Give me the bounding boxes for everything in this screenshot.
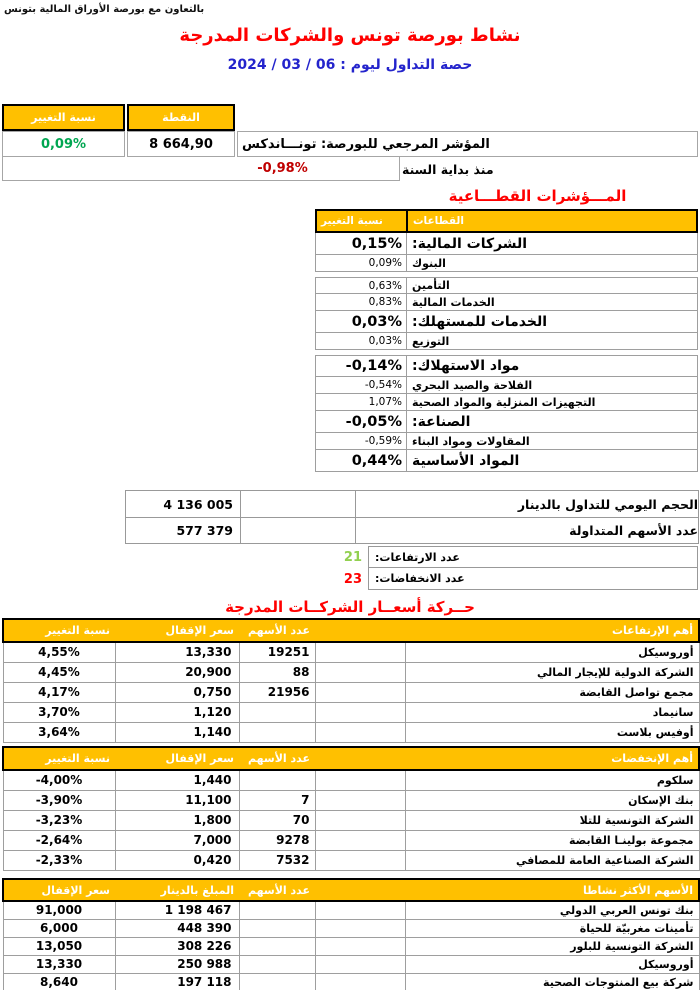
sector-name: الخدمات المالية <box>406 294 698 311</box>
close-price: 11,100 <box>115 790 239 810</box>
sector-name: الفلاحة والصيد البحري <box>406 377 698 394</box>
summary-table <box>125 490 699 544</box>
company-name: الشركة التونسية للبلور <box>405 937 699 955</box>
company-name: شركة بيع المنتوجات الصحية <box>405 973 699 990</box>
company-name: تأمينات مغربيّة للحياة <box>405 919 699 937</box>
close-column-header: سعر الإقفال <box>115 619 239 642</box>
sector-change: -0,05% <box>315 411 406 433</box>
blank-cell <box>315 810 405 830</box>
section-title-sector-indices: المـــؤشرات القطـــاعية <box>448 187 627 205</box>
change-percent: -2,33% <box>3 850 115 870</box>
shares-column-header: عدد الأسهم <box>239 747 315 770</box>
sector-row <box>315 394 698 411</box>
change-column-header: نسبة التغيير <box>3 619 115 642</box>
sector-change: 0,44% <box>315 450 406 472</box>
company-name: أوروسيكل <box>405 642 699 662</box>
amount-dinar: 1 198 467 <box>115 901 239 919</box>
sector-row <box>315 277 698 294</box>
blank-cell <box>241 518 356 544</box>
close-price: 13,330 <box>3 955 115 973</box>
blank-cell <box>315 770 405 790</box>
sector-change: 0,15% <box>315 233 406 255</box>
table-row <box>3 682 699 702</box>
sector-row <box>315 294 698 311</box>
company-name: مجمع تواصل القابضة <box>405 682 699 702</box>
sector-row <box>315 311 698 333</box>
blank-cell <box>315 955 405 973</box>
close-price: 20,900 <box>115 662 239 682</box>
most-active-header-row <box>3 879 699 901</box>
sector-table-header <box>315 209 698 233</box>
close-price: 13,330 <box>115 642 239 662</box>
blank-cell <box>315 850 405 870</box>
table-row <box>3 919 699 937</box>
company-name: الشركة الدولية للإيجار المالي <box>405 662 699 682</box>
shares-count <box>239 770 315 790</box>
close-price: 1,440 <box>115 770 239 790</box>
amount-dinar: 448 390 <box>115 919 239 937</box>
blank-cell <box>241 491 356 518</box>
amount-column-header: المبلغ بالدينار <box>115 879 239 901</box>
company-name: أوروسيكل <box>405 955 699 973</box>
table-row <box>3 662 699 682</box>
gainers-header-row <box>3 619 699 642</box>
index-points-value: 8 664,90 <box>127 131 235 157</box>
change-percent: 4,55% <box>3 642 115 662</box>
company-name: الشركة الصناعية العامة للمصافي <box>405 850 699 870</box>
sector-name: الخدمات للمستهلك: <box>406 311 698 333</box>
close-price: 8,640 <box>3 973 115 990</box>
sectors-column-header: القطاعات <box>406 209 698 233</box>
table-row <box>3 790 699 810</box>
blank-cell <box>315 722 405 742</box>
blank-cell <box>315 662 405 682</box>
company-name: أوفيس بلاست <box>405 722 699 742</box>
sector-row <box>315 233 698 255</box>
losers-table <box>2 746 700 871</box>
sector-change: 1,07% <box>315 394 406 411</box>
sector-change: 0,03% <box>315 311 406 333</box>
declines-count: 23 <box>343 571 362 587</box>
blank-cell <box>315 901 405 919</box>
table-row <box>3 937 699 955</box>
close-price: 7,000 <box>115 830 239 850</box>
ytd-change-value: -0,98% <box>257 161 308 176</box>
shares-count <box>239 702 315 722</box>
report-title: نشاط بورصة تونس والشركات المدرجة <box>179 25 521 46</box>
close-price: 13,050 <box>3 937 115 955</box>
sector-change: 0,83% <box>315 294 406 311</box>
table-row <box>3 722 699 742</box>
blank-cell <box>315 937 405 955</box>
sector-name: البنوك <box>406 255 698 272</box>
shares-count: 19251 <box>239 642 315 662</box>
sector-change: -0,54% <box>315 377 406 394</box>
blank-cell <box>315 682 405 702</box>
traded-shares-label: عدد الأسهم المتداولة <box>356 518 699 544</box>
shares-count <box>239 973 315 990</box>
company-name: بنك تونس العربي الدولي <box>405 901 699 919</box>
close-column-header: سعر الإقفال <box>115 747 239 770</box>
shares-count <box>239 919 315 937</box>
shares-count: 9278 <box>239 830 315 850</box>
table-row <box>3 642 699 662</box>
company-name: بنك الإسكان <box>405 790 699 810</box>
company-name: سانيماد <box>405 702 699 722</box>
close-price: 0,420 <box>115 850 239 870</box>
table-row <box>3 770 699 790</box>
close-price: 6,000 <box>3 919 115 937</box>
sector-change: -0,14% <box>315 355 406 377</box>
blank-header-cell <box>315 619 405 642</box>
blank-cell <box>315 919 405 937</box>
sector-name: التوزيع <box>406 333 698 350</box>
change-percent: 3,64% <box>3 722 115 742</box>
gainers-title-header: أهم الإرتفاعات <box>405 619 699 642</box>
session-date: حصة التداول ليوم : 06 / 03 / 2024 <box>227 57 473 73</box>
change-column-header: نسبة التغيير <box>3 747 115 770</box>
sector-change: -0,59% <box>315 433 406 450</box>
most-active-table <box>2 878 700 990</box>
sector-row <box>315 450 698 472</box>
sector-name: التأمين <box>406 277 698 294</box>
blank-cell <box>315 790 405 810</box>
declines-label: عدد الانخفاضات: <box>368 568 698 590</box>
close-price: 0,750 <box>115 682 239 702</box>
index-change-header: نسبة التغيير <box>2 104 125 131</box>
table-row <box>3 702 699 722</box>
sector-change: 0,03% <box>315 333 406 350</box>
losers-header-row <box>3 747 699 770</box>
table-row <box>3 973 699 990</box>
sector-name: المقاولات ومواد البناء <box>406 433 698 450</box>
shares-count: 88 <box>239 662 315 682</box>
cooperation-note: بالتعاون مع بورصة الأوراق المالية بتونس <box>4 4 205 15</box>
sector-row <box>315 433 698 450</box>
change-percent: 4,45% <box>3 662 115 682</box>
ytd-label: منذ بداية السنة <box>402 161 494 177</box>
amount-dinar: 250 988 <box>115 955 239 973</box>
daily-volume-value: 4 136 005 <box>126 491 241 518</box>
sector-name: الصناعة: <box>406 411 698 433</box>
shares-count: 7532 <box>239 850 315 870</box>
company-name: سلكوم <box>405 770 699 790</box>
advances-label: عدد الارتفاعات: <box>368 546 698 568</box>
losers-title-header: أهم الإنخفضات <box>405 747 699 770</box>
sector-row <box>315 355 698 377</box>
change-percent: -3,90% <box>3 790 115 810</box>
shares-count: 7 <box>239 790 315 810</box>
table-row <box>3 850 699 870</box>
table-row <box>3 830 699 850</box>
shares-column-header: عدد الأسهم <box>239 619 315 642</box>
blank-header-cell <box>315 879 405 901</box>
blank-cell <box>315 642 405 662</box>
section-title-price-movement: حــركة أسعــار الشركــات المدرجة <box>225 598 475 616</box>
company-name: مجموعة بولينـا القابضة <box>405 830 699 850</box>
sector-table <box>315 209 698 472</box>
traded-shares-value: 577 379 <box>126 518 241 544</box>
advances-count: 21 <box>343 549 362 565</box>
sector-change: 0,09% <box>315 255 406 272</box>
close-column-header: سعر الإقفال <box>3 879 115 901</box>
daily-volume-label: الحجم اليومي للتداول بالدينار <box>356 491 699 518</box>
table-row <box>3 810 699 830</box>
close-price: 91,000 <box>3 901 115 919</box>
sector-row <box>315 411 698 433</box>
blank-cell <box>315 830 405 850</box>
sector-row <box>315 255 698 272</box>
traded-shares-row <box>126 518 699 544</box>
sector-change: 0,63% <box>315 277 406 294</box>
sector-name: الشركات المالية: <box>406 233 698 255</box>
blank-header-cell <box>315 747 405 770</box>
shares-count: 21956 <box>239 682 315 702</box>
shares-count <box>239 901 315 919</box>
daily-volume-row <box>126 491 699 518</box>
change-percent: 4,17% <box>3 682 115 702</box>
sector-name: التجهيزات المنزلية والمواد الصحية <box>406 394 698 411</box>
most-active-title-header: الأسهم الأكثر نشاطا <box>405 879 699 901</box>
shares-column-header: عدد الأسهم <box>239 879 315 901</box>
shares-count <box>239 955 315 973</box>
blank-cell <box>315 702 405 722</box>
change-percent: -2,64% <box>3 830 115 850</box>
change-percent: -4,00% <box>3 770 115 790</box>
amount-dinar: 308 226 <box>115 937 239 955</box>
company-name: الشركة التونسية للتلا <box>405 810 699 830</box>
change-percent: -3,23% <box>3 810 115 830</box>
index-points-header: النقطة <box>127 104 235 131</box>
ytd-row <box>2 157 400 181</box>
index-change-value: 0,09% <box>2 131 125 157</box>
close-price: 1,800 <box>115 810 239 830</box>
table-row <box>3 901 699 919</box>
gainers-table <box>2 618 700 743</box>
shares-count: 70 <box>239 810 315 830</box>
amount-dinar: 197 118 <box>115 973 239 990</box>
blank-cell <box>315 973 405 990</box>
index-label: المؤشر المرجعي للبورصة: تونـــاندكس <box>237 131 698 157</box>
table-row <box>3 955 699 973</box>
sector-name: المواد الأساسية <box>406 450 698 472</box>
change-percent: 3,70% <box>3 702 115 722</box>
shares-count <box>239 722 315 742</box>
change-column-header: نسبة التغيير <box>315 209 406 233</box>
shares-count <box>239 937 315 955</box>
sector-row <box>315 333 698 350</box>
close-price: 1,140 <box>115 722 239 742</box>
close-price: 1,120 <box>115 702 239 722</box>
sector-name: مواد الاستهلاك: <box>406 355 698 377</box>
sector-row <box>315 377 698 394</box>
